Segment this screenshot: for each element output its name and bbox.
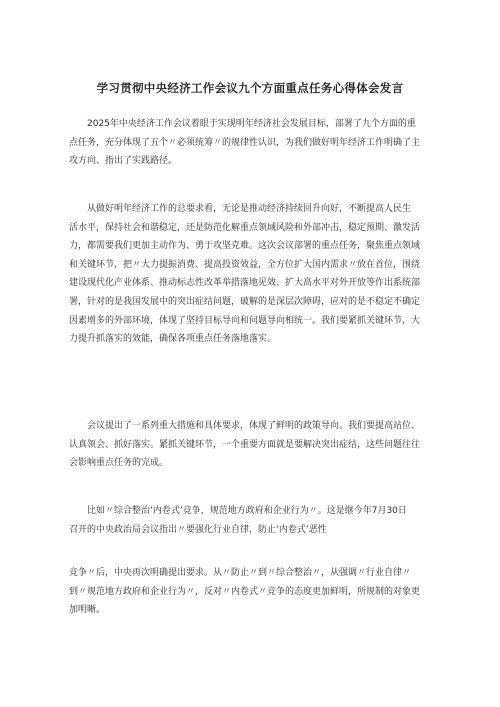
paragraph-3 [69, 420, 433, 469]
paragraph-line: 力，都需要我们更加主动作为、勇于攻坚克难。这次会议部署的重点任务，聚焦重点领域 [69, 241, 421, 252]
paragraph-line: 会议提出了一系列重大措施和具体要求，体现了鲜明的政策导向。我们要提高站位、 [87, 421, 421, 431]
paragraph-line: 召开的中央政治局会议指出〃要强化行业自律，防止‘内卷式’恶性 [69, 524, 327, 535]
paragraph-line: 点任务，充分体现了五个〃必须统筹〃的规律性认识，为我们做好明年经济工作明确了主 [69, 137, 421, 148]
paragraph-line: 加明晰。 [69, 605, 106, 616]
paragraph-2 [69, 203, 433, 345]
paragraph-line: 活水平，保持社会和谐稳定，还是防范化解重点领域风险和外部冲击，稳定预期、激发活 [69, 222, 421, 233]
paragraph-line: 因素增多的外部环境，体现了坚持目标导向和问题导向相统一。我们要紧抓关键环节，大 [69, 315, 421, 326]
paragraph-line: 竞争〃后，中央再次明确提出要求。从〃防止〃到〃综合整治〃，从强调〃行业自律〃 [69, 568, 412, 578]
paragraph-line: 从做好明年经济工作的总要求看，无论是推动经济持续回升向好，不断提高人民生 [87, 204, 412, 214]
paragraph-line: 到〃规范地方政府和企业行为〃，反对〃内卷式〃竞争的态度更加鲜明，所规制的对象更 [69, 586, 421, 597]
paragraph-5 [69, 567, 433, 616]
paragraph-1 [69, 118, 433, 167]
paragraph-line: 认真领会、抓好落实。紧抓关键环节，一个重要方面就是要解决突出症结，这些问题往往 [69, 439, 421, 450]
paragraph-line: 和关键环节，把〃大力提振消费、提高投资效益，全方位扩大国内需求〃放在首位，围绕 [69, 259, 421, 270]
paragraph-line: 会影响重点任务的完成。 [69, 458, 169, 469]
paragraph-4 [69, 505, 433, 536]
paragraph-line: 力提升抓落实的效能，确保各项重点任务落地落实。 [69, 334, 277, 345]
paragraph-line: 建设现代化产业体系、推动标志性改革举措落地见效、扩大高水平对外开放等作出系统部 [69, 278, 421, 289]
document-title: 学习贯彻中央经济工作会议九个方面重点任务心得体会发言 [96, 81, 404, 95]
paragraph-line: 比如〃综合整治‘内卷式’竞争，规范地方政府和企业行为〃。这是继今年7月30日 [87, 506, 407, 516]
paragraph-line: 2025年中央经济工作会议着眼于实现明年经济社会发展目标，部署了九个方面的重 [87, 119, 416, 129]
paragraph-line: 署，针对的是我国发展中的突出症结问题，破解的是深层次障碍，应对的是不稳定不确定 [69, 296, 421, 307]
paragraph-line: 攻方向、指出了实践路径。 [69, 156, 178, 167]
